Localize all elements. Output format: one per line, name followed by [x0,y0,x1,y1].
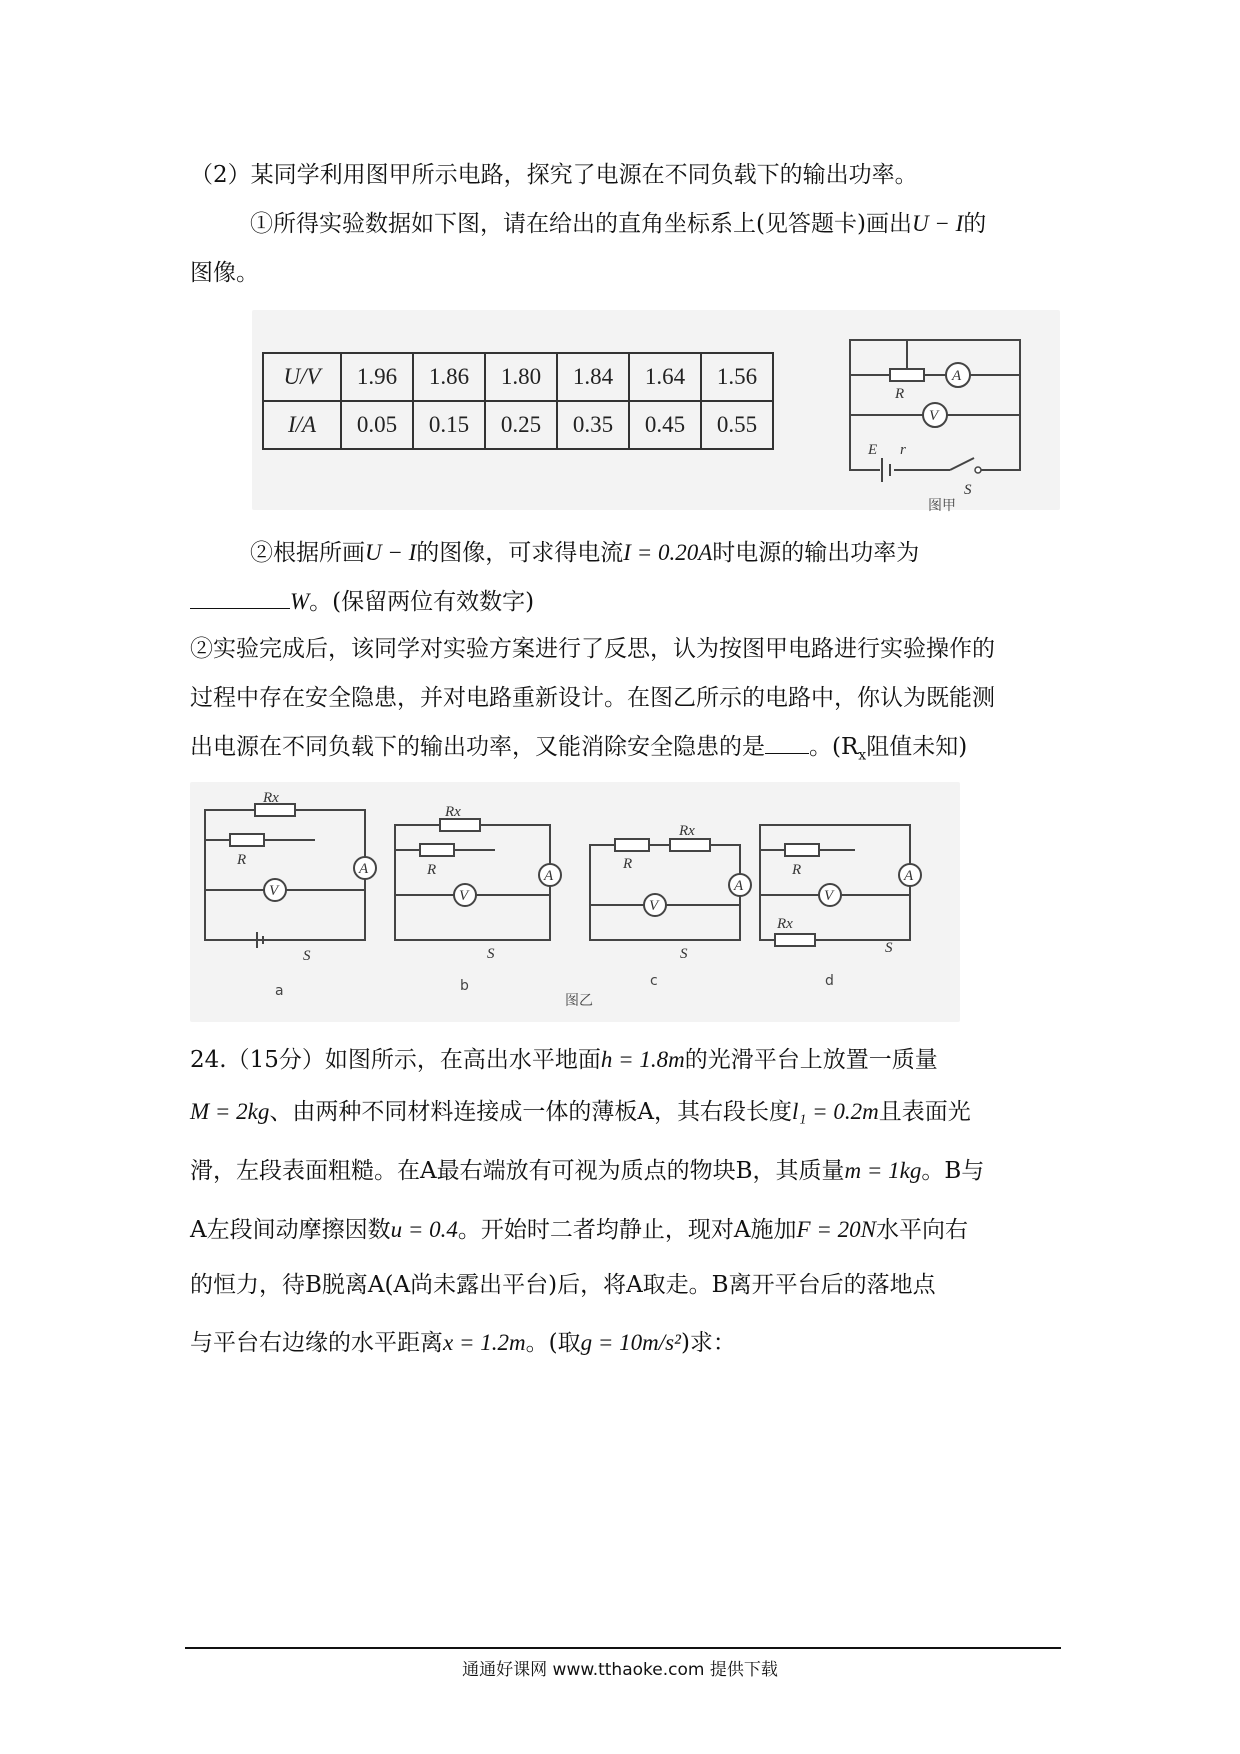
answer-blank[interactable] [190,586,290,609]
u-cell: 1.56 [701,353,773,401]
footer-text: 通通好课网 www.tthaoke.com 提供下载 [462,1660,778,1680]
internal-r-label: r [900,442,906,458]
q24-line-4: A左段间动摩擦因数u = 0.4。开始时二者均静止，现对A施加F = 20N水平向右 [190,1217,968,1243]
svg-text:R: R [623,856,633,872]
svg-text:Rx: Rx [445,804,461,820]
figure-caption-yi: 图乙 [565,993,593,1009]
item3-line-2: 过程中存在安全隐患，并对电路重新设计。在图乙所示的电路中，你认为既能测 [190,685,995,711]
svg-text:Rx: Rx [777,916,793,932]
q24-line-2: M = 2kg、由两种不同材料连接成一体的薄板A，其右段长度l₁ = 0.2m且表面光 [190,1099,971,1125]
circuit-diagrams-yi [195,790,955,1015]
rheostat-symbol [890,369,924,381]
u-header: U/V [263,353,341,401]
svg-text:R: R [792,862,802,878]
circuit-d [760,825,921,989]
data-table [262,352,774,450]
u-cell: 1.96 [341,353,413,401]
item1-line-2: 图像。 [190,260,259,286]
item3-line-3: 出电源在不同负载下的输出功率，又能消除安全隐患的是 。($R_x$阻值未知) [190,731,967,771]
ammeter-label: A [952,368,962,384]
svg-text:S: S [680,946,688,962]
q24-line-6: 与平台右边缘的水平距离x = 1.2m。(取g = 10m/s²)求： [190,1330,736,1356]
u-cell: 1.86 [413,353,485,401]
i-cell: 0.25 [485,401,557,449]
svg-text:V: V [459,888,469,904]
ui-symbol: U − I [911,211,964,236]
q24-line-5: 的恒力，待B脱离A(A尚未露出平台)后，将A取走。B离开平台后的落地点 [190,1272,936,1298]
switch-gap [950,464,978,476]
table-row-i [263,401,773,449]
circuit-b [395,804,561,994]
svg-text:V: V [649,898,659,914]
circuit-c [590,823,751,989]
i-header: I/A [263,401,341,449]
svg-text:R: R [237,852,247,868]
svg-text:A: A [904,868,914,884]
i-cell: 0.35 [557,401,629,449]
u-cell: 1.80 [485,353,557,401]
svg-text:V: V [269,883,279,899]
emf-label: E [868,442,878,458]
svg-text:S: S [487,946,495,962]
q24-line-3: 滑，左段表面粗糙。在A最右端放有可视为质点的物块B，其质量m = 1kg。B与 [190,1158,985,1184]
circuit-a [205,790,376,999]
circuit-label-c: c [650,973,658,989]
circuit-label-d: d [825,973,834,989]
svg-text:A: A [544,868,554,884]
switch-label: S [964,482,972,498]
svg-text:V: V [824,888,834,904]
i-cell: 0.05 [341,401,413,449]
u-cell: 1.84 [557,353,629,401]
figure-caption-jia: 图甲 [928,498,956,514]
voltmeter-label: V [929,408,939,424]
table-row-u [263,353,773,401]
item2-line-2: W。(保留两位有效数字) [190,586,534,617]
i-cell: 0.55 [701,401,773,449]
svg-text:Rx: Rx [679,823,695,839]
item3-line-1: ②实验完成后，该同学对实验方案进行了反思，认为按图甲电路进行实验操作的 [190,636,995,662]
intro-line: （2）某同学利用图甲所示电路，探究了电源在不同负载下的输出功率。 [190,162,918,188]
svg-text:S: S [303,948,311,964]
item2-line: ②根据所画U − I的图像，可求得电流I = 0.20A时电源的输出功率为 [250,540,920,566]
svg-text:S: S [885,940,893,956]
q24-line-1: 24.（15分）如图所示，在高出水平地面h = 1.8m的光滑平台上放置一质量 [190,1047,938,1073]
svg-text:A: A [359,861,369,877]
i-cell: 0.15 [413,401,485,449]
item1-line: ①所得实验数据如下图，请在给出的直角坐标系上(见答题卡)画出U − I的 [250,211,987,237]
rx-label: Rx [263,790,279,806]
u-cell: 1.64 [629,353,701,401]
answer-blank[interactable] [765,731,809,754]
switch-contact [975,467,981,473]
svg-text:R: R [427,862,437,878]
circuit-diagram-jia [840,330,1040,514]
svg-text:A: A [734,878,744,894]
circuit-label-b: b [460,978,469,994]
i-cell: 0.45 [629,401,701,449]
circuit-label-a: a [275,983,284,999]
footer-divider [185,1647,1061,1649]
rheostat-label: R [895,386,905,402]
